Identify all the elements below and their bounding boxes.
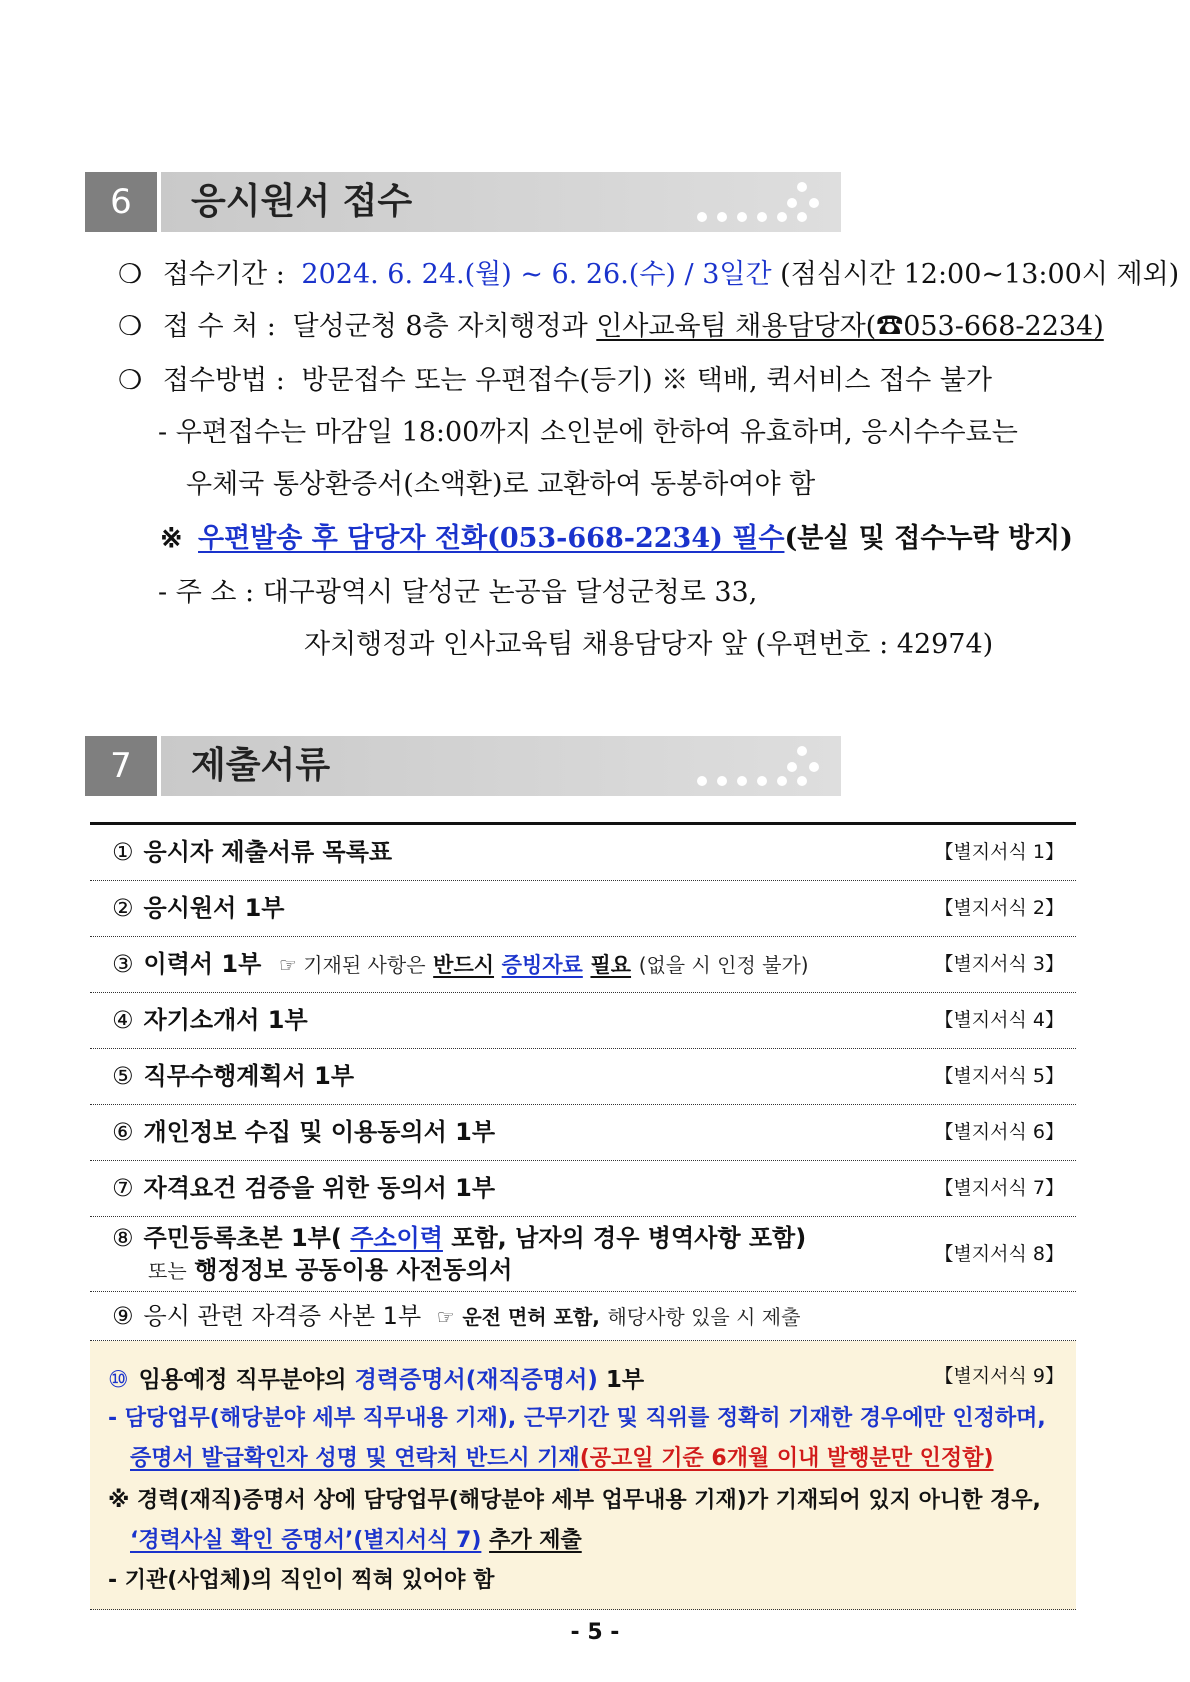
warning-rest: (분실 및 접수누락 방지) [784,523,1073,554]
item10-line-5: - 기관(사업체)의 직인이 찍혀 있어야 함 [108,1568,495,1593]
form-reference: 【별지서식 7】 [934,1177,1064,1199]
item10-line-1: - 담당업무(해당분야 세부 직무내용 기재), 근무기간 및 직위를 정확히 기재한 경우에만 인정하며, [108,1406,1046,1431]
document-row-8 [90,1217,1076,1292]
form-reference: 【별지서식 4】 [934,1009,1064,1031]
section-title: 제출서류 [191,745,331,786]
item-text-blue: ‘경력사실 확인 증명서’(별지서식 7) [130,1528,482,1553]
item-text: 행정정보 공동이용 사전동의서 [194,1256,513,1284]
item-number: ⑧ [112,1224,134,1252]
bullet-icon: ❍ [118,365,143,396]
item-number: ④ [112,1006,134,1034]
item-number: ① [112,838,134,866]
section-number: 6 [85,172,157,232]
bullet-icon: ❍ [118,259,143,290]
item-text: 1부 [605,1367,645,1393]
warning-highlight: 우편발송 후 담당자 전화(053-668-2234) 필수 [198,523,785,554]
item-text: 이력서 1부 [143,950,262,978]
document-row-4 [90,993,1076,1049]
document-row-7 [90,1161,1076,1217]
item-text-blue: 경력증명서(재직증명서) [354,1367,598,1393]
page-number: - 5 - [570,1620,620,1645]
item-text: 추가 제출 [489,1528,582,1553]
item-note: (없을 시 인정 불가) [638,953,809,977]
item-note-bold: 운전 면허 포함, [462,1305,600,1329]
document-row-1 [90,825,1076,881]
section-6-header [85,172,841,232]
item-text: 응시자 제출서류 목록표 [143,838,393,866]
item-text: 주민등록초본 1부( [143,1224,342,1252]
item-text: 응시 관련 자격증 사본 1부 [143,1302,422,1330]
form-reference: 【별지서식 3】 [934,953,1064,975]
document-row-10 [90,1341,1076,1610]
place-text: 달성군청 8층 자치행정과 [292,311,588,342]
item-number: ⑦ [112,1174,134,1202]
decorative-dots-icon [687,178,827,228]
section-title: 응시원서 접수 [191,181,413,222]
item-note-bold: 반드시 [433,953,495,977]
item-number: ⑥ [112,1118,134,1146]
form-reference: 【별지서식 6】 [934,1121,1064,1143]
item-note: 또는 [148,1259,187,1283]
place-label: 접 수 처 : [162,311,276,342]
bullet-icon: ❍ [118,311,143,342]
item-text: 자격요건 검증을 위한 동의서 1부 [143,1174,496,1202]
period-dates: 2024. 6. 24.(월) ~ 6. 26.(수) / 3일간 [301,259,772,290]
form-reference: 【별지서식 2】 [934,897,1064,919]
mail-line-2: 우체국 통상환증서(소액환)로 교환하여 동봉하여야 함 [186,469,816,500]
item10-line-2 [130,1441,994,1472]
warning-line [160,516,1073,555]
document-row-2 [90,881,1076,937]
item-text: 임용예정 직무분야의 [138,1367,347,1393]
address-line-1: - 주 소 : 대구광역시 달성군 논공읍 달성군청로 33, [158,577,758,608]
item-text: 개인정보 수집 및 이용동의서 1부 [143,1118,496,1146]
form-reference: 【별지서식 9】 [934,1365,1064,1387]
item-note-blue: 증빙자료 [501,953,583,977]
warning-mark: ※ [160,523,183,554]
method-line [118,358,992,397]
document-row-3 [90,937,1076,993]
item-text-red: (공고일 기준 6개월 이내 발행분만 인정함) [579,1446,994,1471]
item-text: 포함, 남자의 경우 병역사항 포함) [451,1224,807,1252]
item-note-bold: 필요 [590,953,632,977]
place-line [118,304,1104,343]
document-row-6 [90,1105,1076,1161]
form-reference: 【별지서식 1】 [934,841,1064,863]
method-label: 접수방법 : [162,365,285,396]
period-note: (점심시간 12:00~13:00시 제외) [780,259,1180,290]
item-text: 직무수행계획서 1부 [143,1062,355,1090]
item-note: ☞ 기재된 사항은 [278,953,426,977]
item-number: ⑨ [112,1302,134,1330]
document-row-9 [90,1292,1076,1341]
item-note: 해당사항 있을 시 제출 [607,1305,801,1329]
form-reference: 【별지서식 5】 [934,1065,1064,1087]
section-7-header [85,736,841,796]
place-contact: 인사교육팀 채용담당자(☎053-668-2234) [596,311,1104,342]
item10-title [108,1361,644,1394]
section-number: 7 [85,736,157,796]
document-row-5 [90,1049,1076,1105]
item-number: ③ [112,950,134,978]
form-reference: 【별지서식 8】 [934,1243,1064,1265]
item-text: 응시원서 1부 [143,894,285,922]
decorative-dots-icon [687,742,827,792]
item-number: ② [112,894,134,922]
item-number: ⑩ [108,1367,129,1393]
item10-line-4 [130,1523,582,1554]
address-line-2: 자치행정과 인사교육팀 채용담당자 앞 (우편번호 : 42974) [304,629,994,660]
item-note: ☞ [436,1305,455,1329]
item-number: ⑤ [112,1062,134,1090]
mail-line-1: - 우편접수는 마감일 18:00까지 소인분에 한하여 유효하며, 응시수수료는 [158,417,1018,448]
documents-table [90,822,1076,1610]
item-text-blue: 주소이력 [350,1224,443,1252]
method-text: 방문접수 또는 우편접수(등기) ※ 택배, 퀵서비스 접수 불가 [301,365,992,396]
section-6-body [118,248,1180,668]
item-text-blue: 증명서 발급확인자 성명 및 연락처 반드시 기재 [130,1446,580,1471]
item10-line-3: ※ 경력(재직)증명서 상에 담당업무(해당분야 세부 업무내용 기재)가 기재되어 있지 아니한 경우, [108,1488,1041,1513]
item-text: 자기소개서 1부 [143,1006,308,1034]
period-label: 접수기간 : [162,259,285,290]
period-line [118,252,1179,291]
